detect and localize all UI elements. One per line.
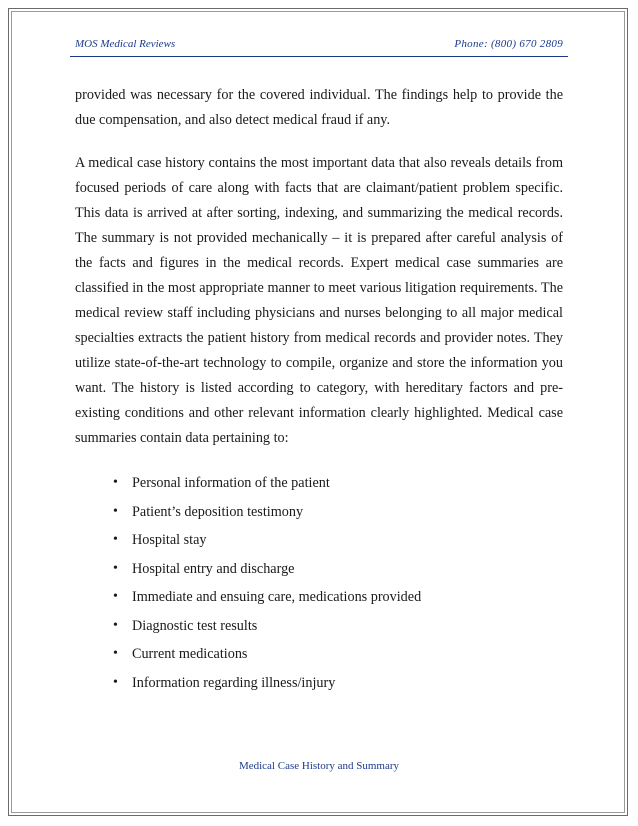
list-item-text: Patient’s deposition testimony [132, 503, 304, 520]
bullet-icon: • [113, 475, 118, 490]
list-item-text: Hospital stay [132, 532, 207, 548]
list-item-text: Immediate and ensuing care, medications provided [132, 589, 422, 605]
header-company-name: MOS Medical Reviews [75, 38, 176, 50]
list-item-text: Hospital entry and discharge [132, 560, 295, 577]
bullet-icon: • [113, 503, 118, 519]
list-item-text: Diagnostic test results [132, 617, 258, 634]
list-item [113, 640, 563, 669]
list-item [113, 612, 563, 641]
list-item [113, 498, 563, 527]
list-item [113, 669, 563, 698]
list-item-text: Personal information of the patient [132, 475, 330, 491]
bullet-icon: • [113, 646, 118, 661]
list-item-text: Information regarding illness/injury [132, 674, 336, 691]
header-phone: Phone: (800) 670 2809 [454, 38, 563, 50]
bullet-icon: • [113, 560, 118, 576]
summary-contents-list [75, 469, 563, 697]
list-item [113, 469, 563, 498]
bullet-icon: • [113, 617, 118, 633]
header-divider [70, 56, 568, 57]
page-footer: Medical Case History and Summary [238, 760, 400, 772]
bullet-icon: • [113, 532, 118, 547]
paragraph-continued: provided was necessary for the covered individual. The findings help to provide the due compensation, and also detect medical fraud if any. [75, 87, 563, 128]
bullet-icon: • [113, 674, 118, 690]
list-item [113, 583, 563, 612]
list-item-text: Current medications [132, 646, 248, 662]
page-header [75, 38, 563, 52]
paragraph-case-history: A medical case history contains the most important data that also reveals details from focused periods of care along with facts that are claimant/patient problem specific. This data is arrived at after sorting, indexing, and summarizing the medical records. The summary is not provided mechanically – it is prepared after careful analysis of the facts and figures in the medical records. Expert medical case summaries are classified in the most appropriate manner to meet various litigation requirements. The medical review staff including physicians and nurses belonging to all major medical specialties extracts the patient history from medical records and provider notes. They utilize state-of-the-art technology to compile, organize and store the information you want. The history is listed according to category, with hereditary factors and pre-existing conditions and other relevant information clearly highlighted. Medical case summaries contain data pertaining to: [75, 155, 563, 446]
document-body [75, 83, 563, 697]
bullet-icon: • [113, 589, 118, 604]
list-item [113, 555, 563, 584]
list-item [113, 526, 563, 555]
